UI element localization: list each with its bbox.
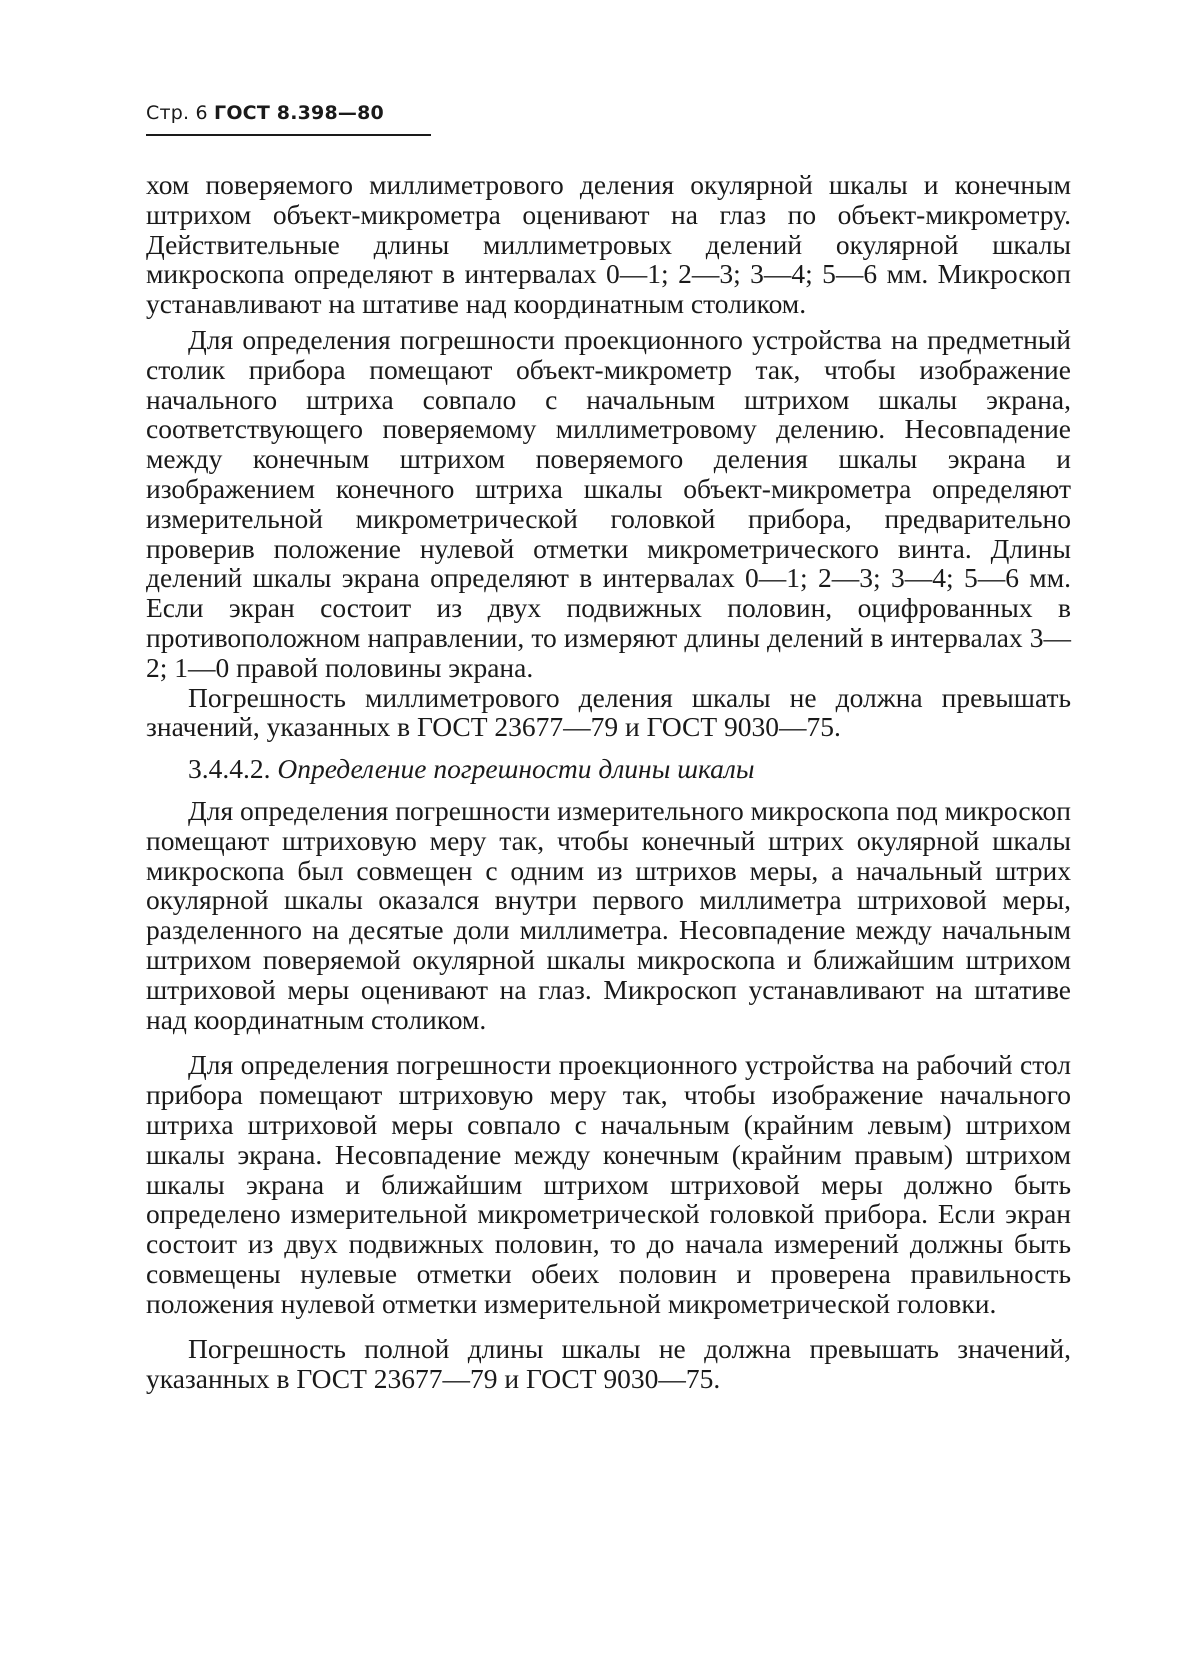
header-rule <box>146 134 431 136</box>
paragraph-projection-device: Для определения погрешности проекционного устройства на предметный столик прибора помещают объект-микрометр так, чтобы изображение начального штриха совпало с начальным штрихом шкалы экрана, соответствующего поверяемому миллиметровому делению. Несовпадение между конечным штрихом поверяемого деления шкалы экрана и изображением конечного штриха шкалы объект-микрометра определяют измерительной микрометрической головкой прибора, предварительно проверив положение нулевой отметки микрометрического винта. Длины делений шкалы экрана определяют в интервалах 0—1; 2—3; 3—4; 5—6 мм. Если экран состоит из двух подвижных половин, оцифрованных в противоположном направлении, то измеряют длины делений в интервалах 3—2; 1—0 правой половины экрана. <box>146 323 1071 683</box>
paragraph-mm-division-error: Погрешность миллиметрового деления шкалы не должна превышать значений, указанных в ГОСТ 23677—79 и ГОСТ 9030—75. <box>146 681 1071 743</box>
page-number-label: Стр. 6 <box>146 102 208 124</box>
paragraph-projection-worktable: Для определения погрешности проекционного устройства на рабочий стол прибора помещают штриховую меру так, чтобы изображение начального штриха штриховой меры совпало с начальным (крайним левым) штрихом шкалы экрана. Несовпадение между конечным (крайним правым) штрихом шкалы экрана и ближайшим штрихом штриховой меры должно быть определено измерительной микрометрической головкой прибора. Если экран состоит из двух подвижных половин, то до начала измерений должны быть совмещены нулевые отметки обеих половин и проверена правильность положения нулевой отметки измерительной микрометрической головки. <box>146 1049 1071 1319</box>
body-text <box>146 170 1071 1394</box>
paragraph-continuation: хом поверяемого миллиметрового деления окулярной шкалы и конечным штрихом объект-микрометра оценивают на глаз по объект-микрометру. Действительные длины миллиметровых делений окулярной шкалы микроскопа определяют в интервалах 0—1; 2—3; 3—4; 5—6 мм. Микроскоп устанавливают на штативе над координатным столиком. <box>146 169 1071 320</box>
section-heading <box>146 754 1071 784</box>
section-number: 3.4.4.2. <box>188 753 271 785</box>
standard-code: ГОСТ 8.398—80 <box>214 102 384 124</box>
section-title: Определение погрешности длины шкалы <box>277 753 755 785</box>
page-header <box>146 102 384 124</box>
paragraph-measuring-microscope: Для определения погрешности измерительного микроскопа под микроскоп помещают штриховую меру так, чтобы конечный штрих окулярной шкалы микроскопа был совмещен с одним из штрихов меры, а начальный штрих окулярной шкалы оказался внутри первого миллиметра штриховой меры, разделенного на десятые доли миллиметра. Несовпадение между начальным штрихом поверяемой окулярной шкалы микроскопа и ближайшим штрихом штриховой меры оценивают на глаз. Микроскоп устанавливают на штативе над координатным столиком. <box>146 794 1071 1035</box>
paragraph-full-length-error: Погрешность полной длины шкалы не должна превышать значений, указанных в ГОСТ 23677—79 и ГОСТ 9030—75. <box>146 1333 1071 1395</box>
